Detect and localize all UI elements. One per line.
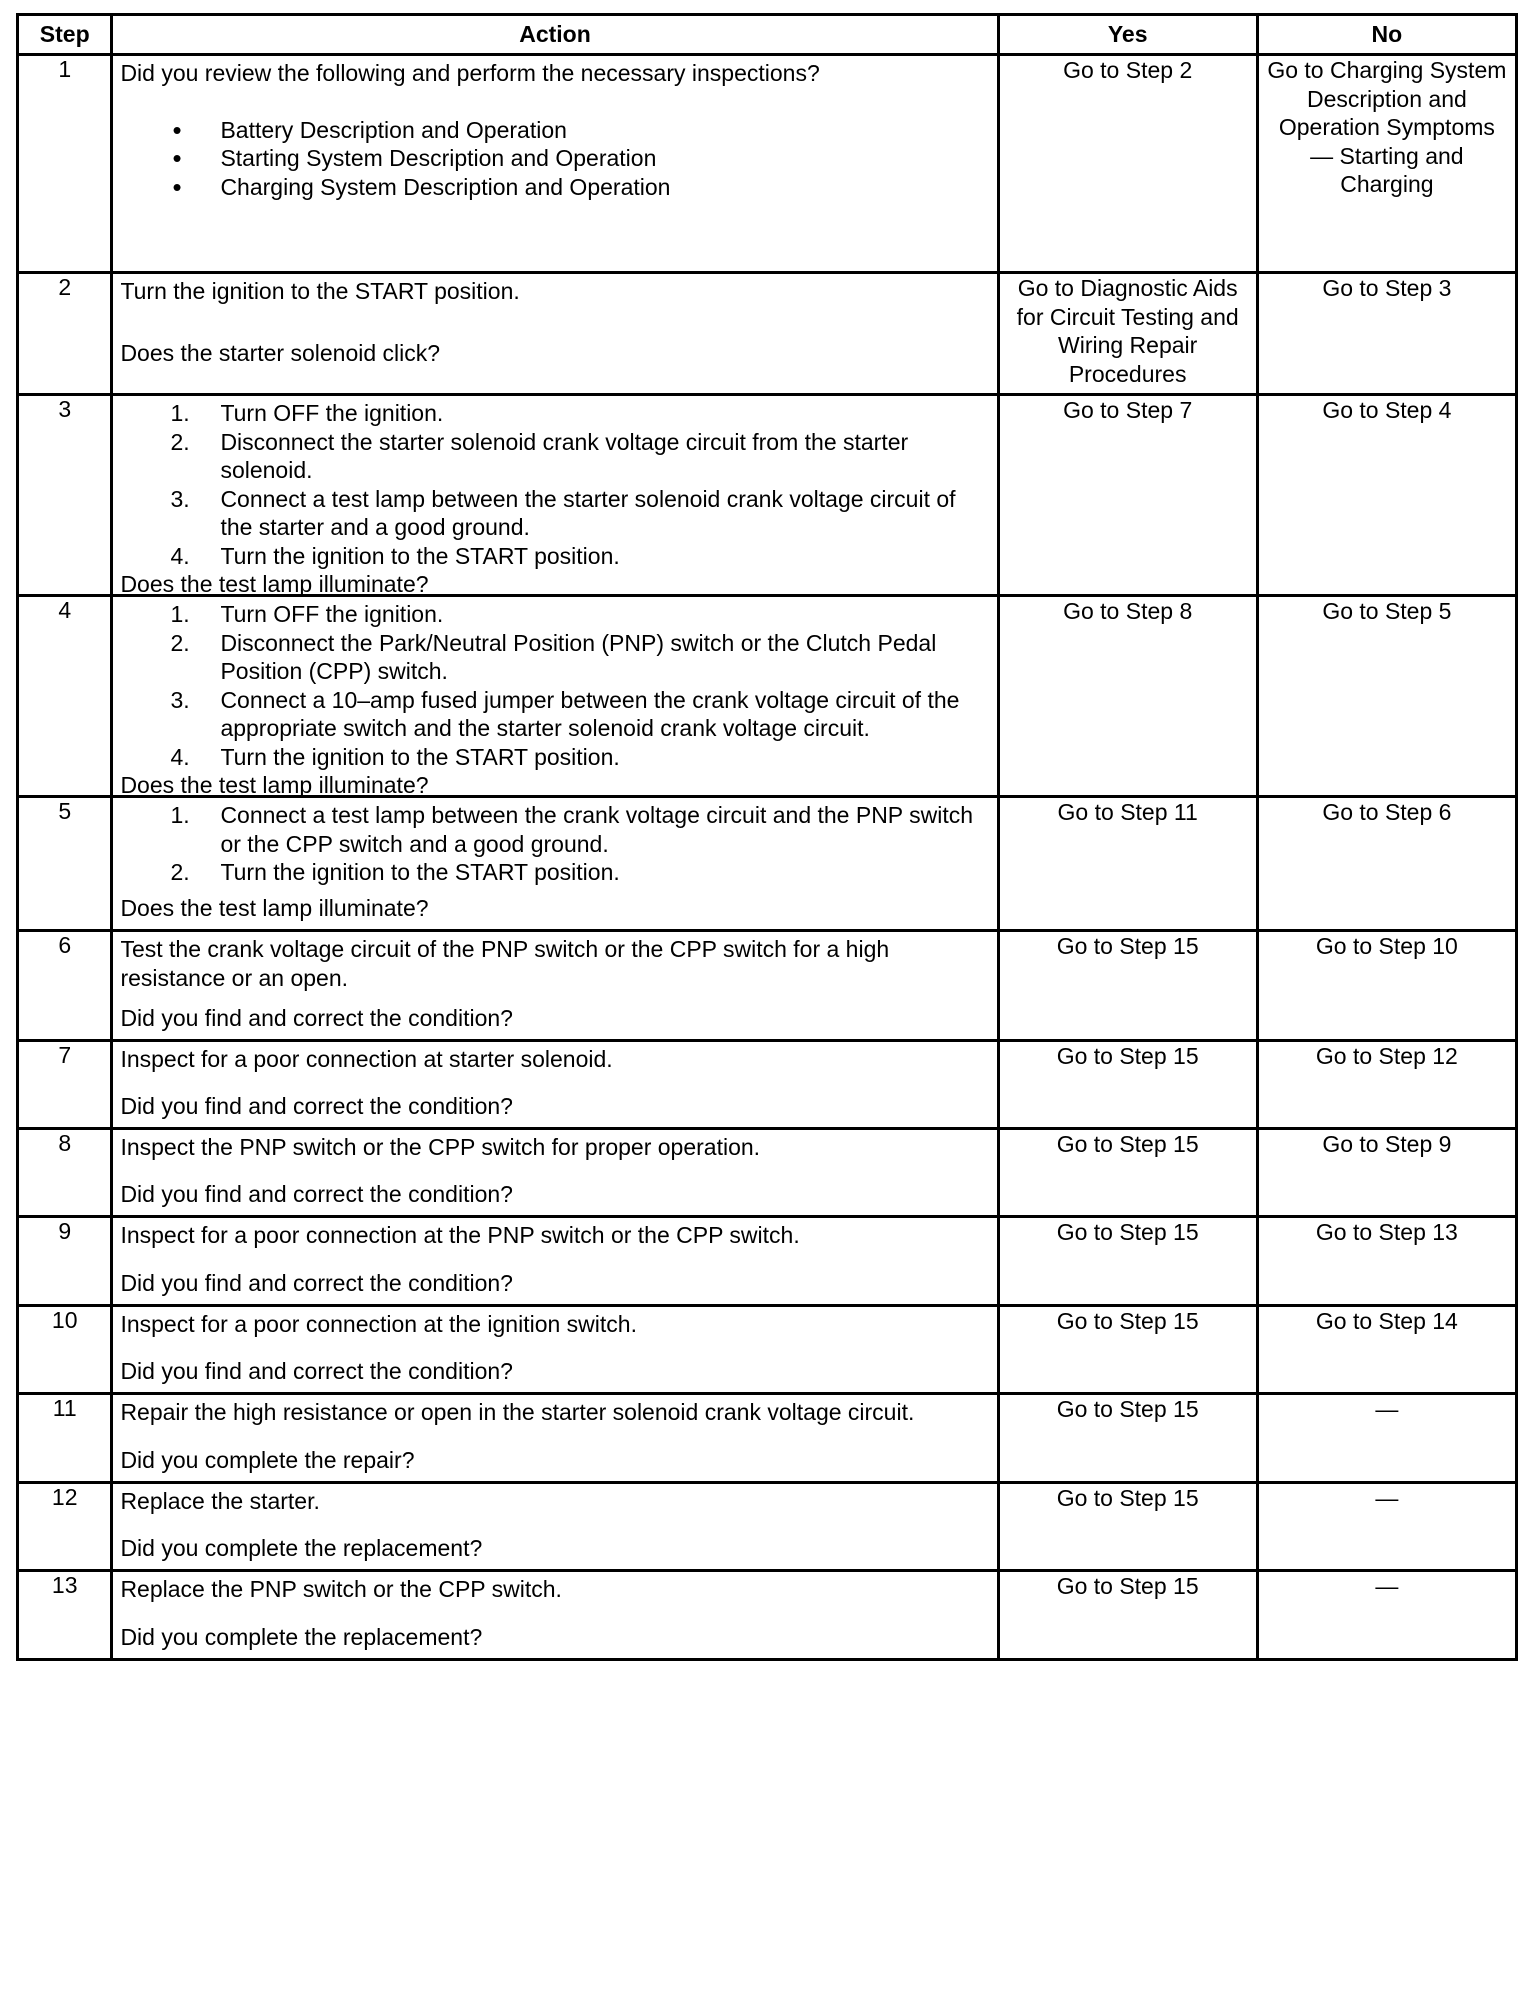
- no-result-text: Go to Step 9: [1322, 1131, 1452, 1157]
- table-row: [18, 1041, 1517, 1129]
- no-result: [1257, 797, 1516, 931]
- no-result-text: Go to Step 13: [1315, 1219, 1458, 1245]
- item-text: Disconnect the Park/Neutral Position (PNP) switch or the Clutch Pedal Position (CPP) switch.: [220, 629, 937, 684]
- action-instructions: [120, 600, 988, 771]
- numbered-item: [120, 629, 988, 686]
- action-intro: Replace the PNP switch or the CPP switch.: [120, 1576, 562, 1602]
- yes-result: [998, 1129, 1257, 1217]
- action-question: Does the starter solenoid click?: [120, 339, 441, 366]
- action-cell: [112, 1394, 998, 1483]
- action-content: [113, 1572, 996, 1655]
- item-number: 3.: [170, 686, 190, 713]
- action-intro: Repair the high resistance or open in the starter solenoid crank voltage circuit.: [120, 1399, 915, 1425]
- step-number: 7: [18, 1041, 112, 1129]
- no-result-text: —: [1375, 1573, 1399, 1599]
- action-cell: [112, 596, 998, 797]
- action-question: Did you complete the replacement?: [120, 1534, 483, 1561]
- yes-result-text: Go to Diagnostic Aids for Circuit Testing and Wiring Repair Procedures: [1016, 275, 1239, 387]
- action-cell: [112, 1041, 998, 1129]
- action-instructions: [120, 1575, 988, 1604]
- numbered-list: [120, 600, 988, 771]
- action-question: Did you find and correct the condition?: [120, 1269, 513, 1296]
- action-instructions: [120, 277, 988, 306]
- action-instructions: [120, 1310, 988, 1339]
- yes-result-text: Go to Step 15: [1056, 1573, 1199, 1599]
- item-number: 1.: [170, 802, 190, 828]
- step-number: 11: [18, 1394, 112, 1483]
- numbered-item: [120, 542, 988, 571]
- item-number: 2.: [170, 859, 190, 885]
- yes-result: [998, 55, 1257, 273]
- table-row: [18, 55, 1517, 273]
- item-text: Turn OFF the ignition.: [220, 400, 444, 426]
- step-number: 3: [18, 395, 112, 596]
- table-row: [18, 931, 1517, 1041]
- action-intro: Did you review the following and perform the necessary inspections?: [120, 60, 820, 86]
- step-number: 13: [18, 1571, 112, 1660]
- action-intro: Inspect for a poor connection at starter solenoid.: [120, 1046, 613, 1072]
- numbered-item: [120, 600, 988, 629]
- table-row: [18, 596, 1517, 797]
- action-instructions: [120, 399, 988, 570]
- no-result-text: Go to Step 12: [1315, 1043, 1458, 1069]
- action-content: [113, 798, 996, 926]
- action-content: [113, 1130, 996, 1212]
- yes-result-text: Go to Step 15: [1056, 1043, 1199, 1069]
- action-cell: [112, 1217, 998, 1306]
- no-result: [1257, 1306, 1516, 1394]
- spacer: [120, 88, 988, 116]
- action-intro: Inspect the PNP switch or the CPP switch for proper operation.: [120, 1134, 761, 1160]
- no-result: [1257, 1041, 1516, 1129]
- no-result: [1257, 55, 1516, 273]
- no-result: [1257, 596, 1516, 797]
- step-number: 2: [18, 273, 112, 395]
- action-cell: [112, 797, 998, 931]
- action-cell: [112, 395, 998, 596]
- action-question: Does the test lamp illuminate?: [120, 894, 429, 921]
- item-number: 1.: [170, 601, 190, 627]
- table-row: [18, 1483, 1517, 1571]
- numbered-list: [120, 801, 988, 887]
- numbered-item: [120, 858, 988, 887]
- no-result: [1257, 1217, 1516, 1306]
- step-number: 12: [18, 1483, 112, 1571]
- action-question: Did you find and correct the condition?: [120, 1357, 513, 1384]
- yes-result-text: Go to Step 15: [1056, 1308, 1199, 1334]
- step-number: 4: [18, 596, 112, 797]
- item-text: Turn the ignition to the START position.: [220, 743, 620, 770]
- no-result-text: Go to Step 3: [1322, 275, 1452, 301]
- yes-result: [998, 1306, 1257, 1394]
- yes-result-text: Go to Step 15: [1056, 1396, 1199, 1422]
- item-text: Turn OFF the ignition.: [220, 601, 444, 627]
- table-row: [18, 1217, 1517, 1306]
- action-question: Did you complete the replacement?: [120, 1623, 483, 1650]
- action-content: [113, 1307, 996, 1389]
- action-content: [113, 396, 996, 597]
- item-text: Connect a 10–amp fused jumper between the crank voltage circuit of the appropriate switch and the starter solenoid crank voltage circuit.: [220, 686, 960, 741]
- action-instructions: [120, 59, 988, 201]
- action-cell: [112, 1483, 998, 1571]
- no-result-text: Go to Step 14: [1315, 1308, 1458, 1334]
- item-text: Connect a test lamp between the starter solenoid crank voltage circuit of the starter and a good ground.: [220, 485, 956, 540]
- step-number: 8: [18, 1129, 112, 1217]
- yes-result-text: Go to Step 7: [1063, 397, 1193, 423]
- action-question: Did you find and correct the condition?: [120, 1180, 513, 1207]
- yes-result: [998, 1571, 1257, 1660]
- header-action: Action: [112, 15, 998, 55]
- action-cell: [112, 1571, 998, 1660]
- yes-result: [998, 1483, 1257, 1571]
- yes-result-text: Go to Step 15: [1056, 1485, 1199, 1511]
- item-number: 2.: [170, 428, 190, 455]
- no-result-text: Go to Step 10: [1315, 933, 1458, 959]
- yes-result-text: Go to Step 8: [1063, 598, 1193, 624]
- action-instructions: [120, 1045, 988, 1074]
- yes-result: [998, 596, 1257, 797]
- no-result-text: —: [1375, 1485, 1399, 1511]
- table-row: [18, 1306, 1517, 1394]
- action-instructions: [120, 935, 988, 992]
- table-row: [18, 1571, 1517, 1660]
- action-question: Does the test lamp illuminate?: [120, 772, 429, 798]
- numbered-list: [120, 399, 988, 570]
- item-number: 4.: [170, 743, 190, 770]
- yes-result: [998, 797, 1257, 931]
- no-result: [1257, 1129, 1516, 1217]
- action-content: [113, 1484, 996, 1566]
- table-row: [18, 395, 1517, 596]
- item-number: 4.: [170, 542, 190, 569]
- bullet-item: • Battery Description and Operation: [120, 116, 988, 145]
- bullet-item: • Charging System Description and Operation: [120, 173, 988, 202]
- yes-result: [998, 1041, 1257, 1129]
- no-result: [1257, 273, 1516, 395]
- numbered-item: [120, 485, 988, 542]
- numbered-item: [120, 399, 988, 428]
- no-result: [1257, 1394, 1516, 1483]
- action-cell: [112, 273, 998, 395]
- yes-result: [998, 1394, 1257, 1483]
- table-row: [18, 1129, 1517, 1217]
- item-number: 1.: [170, 400, 190, 426]
- action-question: Did you find and correct the condition?: [120, 1092, 513, 1119]
- numbered-item: [120, 743, 988, 772]
- action-cell: [112, 1129, 998, 1217]
- yes-result-text: Go to Step 15: [1056, 1131, 1199, 1157]
- no-result-text: —: [1375, 1396, 1399, 1422]
- no-result: [1257, 395, 1516, 596]
- no-result-text: Go to Step 4: [1322, 397, 1452, 423]
- step-number: 5: [18, 797, 112, 931]
- no-result-text: Go to Step 5: [1322, 598, 1452, 624]
- yes-result-text: Go to Step 15: [1056, 933, 1199, 959]
- yes-result-text: Go to Step 15: [1056, 1219, 1199, 1245]
- no-result: [1257, 931, 1516, 1041]
- action-intro: Inspect for a poor connection at the PNP switch or the CPP switch.: [120, 1222, 800, 1248]
- yes-result: [998, 931, 1257, 1041]
- item-text: Turn the ignition to the START position.: [220, 859, 620, 885]
- action-content: [113, 1395, 996, 1478]
- action-intro: Turn the ignition to the START position.: [120, 278, 520, 304]
- item-text: Disconnect the starter solenoid crank voltage circuit from the starter solenoid.: [220, 428, 909, 483]
- action-question: Did you complete the repair?: [120, 1446, 415, 1473]
- action-instructions: [120, 1398, 988, 1427]
- yes-result: [998, 273, 1257, 395]
- table-row: [18, 797, 1517, 931]
- numbered-item: [120, 428, 988, 485]
- action-instructions: [120, 1487, 988, 1516]
- header-step: Step: [18, 15, 112, 55]
- action-content: [113, 274, 996, 371]
- table-row: [18, 1394, 1517, 1483]
- action-intro: Inspect for a poor connection at the ignition switch.: [120, 1311, 637, 1337]
- yes-result: [998, 1217, 1257, 1306]
- no-result: [1257, 1571, 1516, 1660]
- numbered-item: [120, 801, 988, 858]
- table-body: [18, 55, 1517, 1660]
- bullet-item: • Starting System Description and Operation: [120, 144, 988, 173]
- action-instructions: [120, 801, 988, 887]
- step-number: 6: [18, 931, 112, 1041]
- action-content: [113, 1042, 996, 1124]
- no-result-text: Go to Step 6: [1322, 799, 1452, 825]
- action-intro: Replace the starter.: [120, 1488, 320, 1514]
- diagnostic-table: [16, 13, 1518, 1661]
- no-result-text: Go to Charging System Description and Operation Symptoms — Starting and Charging: [1267, 57, 1507, 197]
- numbered-item: [120, 686, 988, 743]
- action-instructions: [120, 1221, 988, 1250]
- action-cell: [112, 1306, 998, 1394]
- table-row: [18, 273, 1517, 395]
- header-no: No: [1257, 15, 1516, 55]
- step-number: 10: [18, 1306, 112, 1394]
- no-result: [1257, 1483, 1516, 1571]
- yes-result: [998, 395, 1257, 596]
- header-yes: Yes: [998, 15, 1257, 55]
- yes-result-text: Go to Step 2: [1063, 57, 1193, 83]
- bullet-list: [120, 116, 988, 202]
- action-question: Did you find and correct the condition?: [120, 1004, 513, 1031]
- action-instructions: [120, 1133, 988, 1162]
- action-content: [113, 597, 996, 798]
- action-content: [113, 932, 996, 1036]
- action-cell: [112, 55, 998, 273]
- action-question: Does the test lamp illuminate?: [120, 571, 429, 597]
- header-row: [18, 15, 1517, 55]
- item-number: 2.: [170, 629, 190, 656]
- yes-result-text: Go to Step 11: [1057, 799, 1198, 825]
- step-number: 1: [18, 55, 112, 273]
- action-intro: Test the crank voltage circuit of the PNP switch or the CPP switch for a high resistance or an open.: [120, 936, 890, 991]
- action-content: [113, 1218, 996, 1301]
- item-text: Turn the ignition to the START position.: [220, 542, 620, 569]
- action-content: [113, 56, 996, 268]
- item-text: Connect a test lamp between the crank voltage circuit and the PNP switch or the CPP switch and a good ground.: [220, 802, 974, 857]
- action-cell: [112, 931, 998, 1041]
- step-number: 9: [18, 1217, 112, 1306]
- item-number: 3.: [170, 485, 190, 512]
